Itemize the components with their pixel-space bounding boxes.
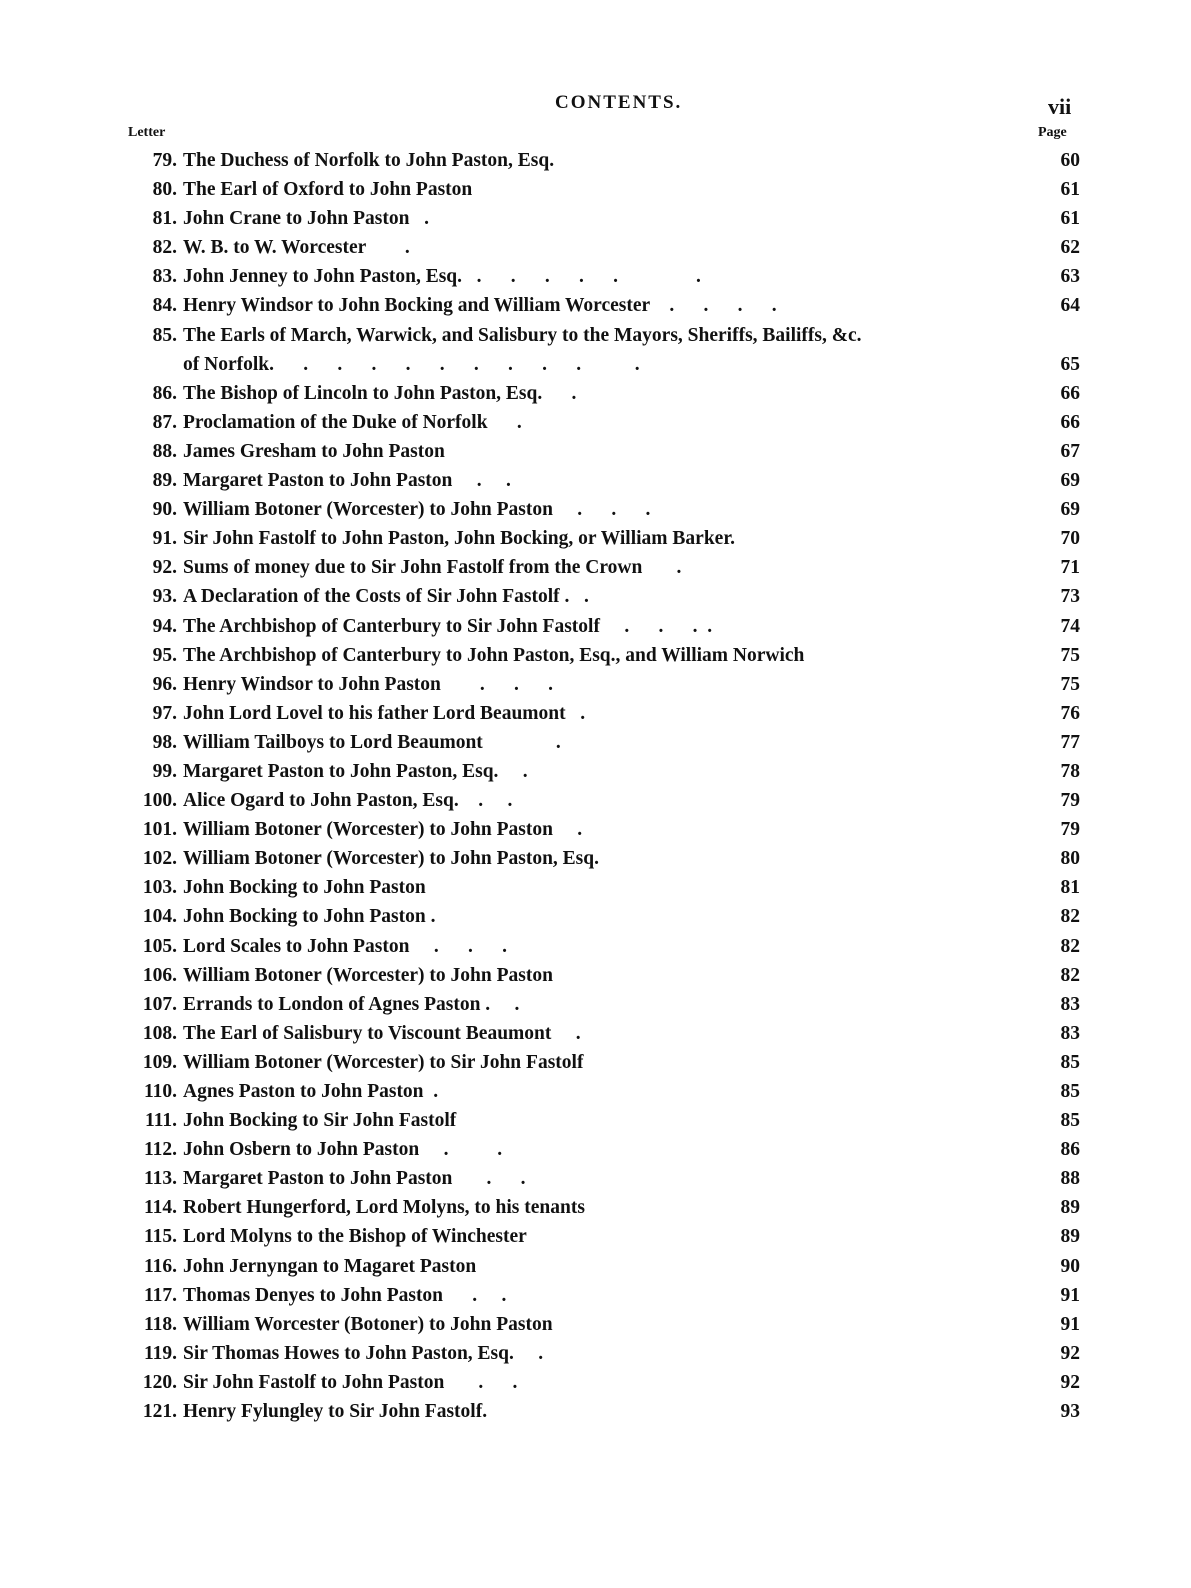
entry-page-number: 69: [1060, 470, 1080, 492]
entry-title: [183, 146, 554, 175]
entry-page-number: 85: [1060, 1051, 1080, 1073]
contents-entry: [0, 1019, 1191, 1048]
entry-letter-number: 118.: [143, 1313, 177, 1335]
contents-entry: [0, 1339, 1191, 1368]
contents-list: [0, 146, 1191, 1426]
contents-entry: [0, 786, 1191, 815]
entry-page-number: 66: [1060, 411, 1080, 433]
entry-title-line: Margaret Paston to John Paston . .: [183, 1168, 526, 1190]
entry-letter-number: 111.: [145, 1110, 177, 1132]
entry-title: [183, 1252, 476, 1281]
entry-title-line: John Lord Lovel to his father Lord Beaumont .: [183, 702, 586, 724]
entry-page-number: 77: [1060, 731, 1080, 753]
entry-title: [183, 1135, 502, 1164]
contents-entry: [0, 553, 1191, 582]
entry-title: [183, 1019, 581, 1048]
entry-page-number: 82: [1060, 935, 1080, 957]
contents-entry: [0, 408, 1191, 437]
entry-title: [183, 1310, 553, 1339]
entry-letter-number: 105.: [142, 935, 177, 957]
contents-entry: [0, 1368, 1191, 1397]
entry-title: [183, 1077, 438, 1106]
entry-title-line: John Bocking to John Paston .: [183, 906, 436, 928]
entry-title-line: Sums of money due to Sir John Fastolf from the Crown .: [183, 557, 682, 579]
contents-entry: [0, 437, 1191, 466]
entry-page-number: 82: [1060, 964, 1080, 986]
entry-page-number: 75: [1060, 673, 1080, 695]
entry-title: [183, 1048, 583, 1077]
column-header-page: Page: [1038, 125, 1067, 140]
entry-letter-number: 121.: [142, 1401, 177, 1423]
contents-entry: [0, 466, 1191, 495]
entry-title: [183, 990, 519, 1019]
entry-page-number: 64: [1060, 295, 1080, 317]
entry-letter-number: 85.: [152, 324, 177, 346]
entry-page-number: 86: [1060, 1139, 1080, 1161]
entry-title-line: Agnes Paston to John Paston .: [183, 1081, 439, 1102]
entry-page-number: 83: [1060, 1022, 1080, 1044]
entry-title-line: Sir Thomas Howes to John Paston, Esq. .: [183, 1342, 544, 1364]
entry-page-number: 79: [1060, 790, 1080, 812]
entry-title-line: Sir John Fastolf to John Paston . .: [183, 1371, 518, 1393]
entry-title-line: Henry Fylungley to Sir John Fastolf.: [183, 1401, 488, 1423]
entry-page-number: 61: [1060, 179, 1080, 201]
entry-title-line: A Declaration of the Costs of Sir John Fastolf . .: [183, 586, 589, 608]
entry-letter-number: 115.: [143, 1226, 177, 1248]
entry-page-number: 90: [1060, 1255, 1080, 1277]
contents-entry: [0, 262, 1191, 291]
contents-entry: [0, 612, 1191, 641]
entry-title-line: Proclamation of the Duke of Norfolk .: [183, 411, 522, 433]
contents-entry: [0, 1077, 1191, 1106]
contents-entry: [0, 1106, 1191, 1135]
entry-letter-number: 107.: [142, 993, 177, 1015]
entry-title: [183, 1397, 487, 1426]
entry-letter-number: 100.: [142, 790, 177, 812]
entry-page-number: 91: [1060, 1284, 1080, 1306]
entry-page-number: 75: [1060, 644, 1080, 666]
entry-letter-number: 87.: [152, 411, 177, 433]
entry-title: [183, 670, 553, 699]
contents-entry: [0, 1164, 1191, 1193]
entry-page-number: 89: [1060, 1197, 1080, 1219]
entry-title: [183, 291, 777, 320]
entry-letter-number: 90.: [152, 499, 177, 521]
entry-title: [183, 379, 576, 408]
entry-title: [183, 1164, 526, 1193]
entry-title-line: John Osbern to John Paston . .: [183, 1139, 503, 1161]
entry-title-line: Sir John Fastolf to John Paston, John Bocking, or William Barker.: [183, 528, 736, 550]
entry-title: [183, 757, 528, 786]
contents-entry: [0, 873, 1191, 902]
entry-letter-number: 112.: [143, 1139, 177, 1161]
entry-page-number: 81: [1060, 877, 1080, 899]
contents-entry: [0, 815, 1191, 844]
entry-page-number: 74: [1060, 615, 1080, 637]
entry-title: [183, 728, 561, 757]
entry-title-line: William Botoner (Worcester) to John Paston . . .: [183, 499, 651, 521]
contents-entry: [0, 1252, 1191, 1281]
entry-letter-number: 82.: [152, 237, 177, 259]
contents-entry: [0, 1281, 1191, 1310]
entry-title: [183, 902, 435, 931]
entry-letter-number: 79.: [152, 150, 177, 171]
contents-entry: [0, 1193, 1191, 1222]
entry-letter-number: 113.: [143, 1168, 177, 1190]
entry-title-line: The Earl of Salisbury to Viscount Beaumont .: [183, 1022, 581, 1044]
entry-title-line: Errands to London of Agnes Paston . .: [183, 993, 520, 1015]
entry-page-number: 61: [1060, 208, 1080, 230]
contents-entry: [0, 495, 1191, 524]
entry-title-line: The Bishop of Lincoln to John Paston, Esq. .: [183, 382, 577, 404]
contents-entry: [0, 146, 1191, 175]
entry-title: [183, 1339, 543, 1368]
entry-page-number: 70: [1060, 528, 1080, 550]
entry-letter-number: 104.: [142, 906, 177, 928]
entry-letter-number: 94.: [152, 615, 177, 637]
entry-page-number: 63: [1060, 266, 1080, 288]
contents-entry: [0, 582, 1191, 611]
contents-entry: [0, 1397, 1191, 1426]
contents-entry: [0, 1135, 1191, 1164]
entry-page-number: 69: [1060, 499, 1080, 521]
entry-page-number: 92: [1060, 1342, 1080, 1364]
entry-page-number: 83: [1060, 993, 1080, 1015]
entry-title-line: William Worcester (Botoner) to John Paston: [183, 1313, 553, 1335]
entry-title-line: Alice Ogard to John Paston, Esq. . .: [183, 790, 513, 812]
entry-title: [183, 408, 522, 437]
contents-entry: [0, 1048, 1191, 1077]
contents-entry: [0, 641, 1191, 670]
entry-title-line: The Duchess of Norfolk to John Paston, Esq.: [183, 150, 555, 171]
entry-title: [183, 815, 582, 844]
page-number: vii: [1048, 94, 1072, 119]
entry-letter-number: 95.: [152, 644, 177, 666]
entry-title: [183, 1193, 585, 1222]
entry-title: [183, 641, 804, 670]
entry-title-line: Lord Scales to John Paston . . .: [183, 935, 507, 957]
entry-title: [183, 233, 410, 262]
page-header: [0, 92, 1191, 126]
entry-title-line: John Crane to John Paston .: [183, 208, 429, 230]
entry-letter-number: 102.: [142, 848, 177, 870]
entry-letter-number: 101.: [142, 819, 177, 841]
entry-letter-number: 117.: [143, 1284, 177, 1306]
contents-entry: [0, 699, 1191, 728]
entry-title-line: John Bocking to John Paston: [183, 877, 426, 899]
entry-title: [183, 1281, 506, 1310]
entry-letter-number: 98.: [152, 731, 177, 753]
contents-entry: [0, 728, 1191, 757]
contents-entry: [0, 961, 1191, 990]
entry-letter-number: 84.: [152, 295, 177, 317]
entry-page-number: 88: [1060, 1168, 1080, 1190]
entry-title-line: Henry Windsor to John Bocking and William Worcester . . . .: [183, 295, 777, 317]
contents-entry: [0, 670, 1191, 699]
entry-letter-number: 109.: [142, 1051, 177, 1073]
contents-entry: [0, 175, 1191, 204]
entry-page-number: 89: [1060, 1226, 1080, 1248]
entry-letter-number: 80.: [152, 179, 177, 201]
entry-title: [183, 873, 426, 902]
contents-entry: [0, 321, 1191, 379]
entry-title-line: William Botoner (Worcester) to John Paston .: [183, 819, 583, 841]
contents-entry: [0, 757, 1191, 786]
entry-letter-number: 99.: [152, 760, 177, 782]
entry-title-line: Henry Windsor to John Paston . . .: [183, 673, 554, 695]
entry-page-number: 76: [1060, 702, 1080, 724]
entry-letter-number: 88.: [152, 440, 177, 462]
entry-title-line: John Jernyngan to Magaret Paston: [183, 1255, 477, 1277]
entry-letter-number: 96.: [152, 673, 177, 695]
entry-page-number: 85: [1060, 1081, 1080, 1102]
entry-title-line: The Archbishop of Canterbury to Sir John Fastolf . . . .: [183, 615, 713, 637]
entry-page-number: 73: [1060, 586, 1080, 608]
entry-title-line: John Jenney to John Paston, Esq. . . . . . .: [183, 266, 701, 288]
entry-title: [183, 786, 512, 815]
entry-page-number: 92: [1060, 1371, 1080, 1393]
entry-letter-number: 110.: [143, 1081, 177, 1102]
entry-letter-number: 81.: [152, 208, 177, 230]
entry-title: [183, 204, 429, 233]
contents-entry: [0, 291, 1191, 320]
entry-title-line: William Botoner (Worcester) to John Paston: [183, 964, 553, 986]
contents-entry: [0, 204, 1191, 233]
entry-title: [183, 466, 511, 495]
entry-page-number: 93: [1060, 1401, 1080, 1423]
entry-title: [183, 612, 712, 641]
contents-entry: [0, 990, 1191, 1019]
contents-entry: [0, 379, 1191, 408]
entry-title-line: Lord Molyns to the Bishop of Winchester: [183, 1226, 527, 1248]
entry-title: [183, 524, 735, 553]
entry-title: [183, 1106, 456, 1135]
entry-title: [183, 582, 589, 611]
entry-letter-number: 86.: [152, 382, 177, 404]
entry-title: [183, 699, 585, 728]
contents-entry: [0, 932, 1191, 961]
entry-letter-number: 83.: [152, 266, 177, 288]
entry-letter-number: 92.: [152, 557, 177, 579]
contents-entry: [0, 1310, 1191, 1339]
entry-letter-number: 119.: [143, 1342, 177, 1364]
entry-title-line: William Botoner (Worcester) to Sir John Fastolf: [183, 1051, 584, 1073]
entry-title: [183, 495, 650, 524]
entry-letter-number: 91.: [152, 528, 177, 550]
entry-page-number: 82: [1060, 906, 1080, 928]
entry-title-line: Thomas Denyes to John Paston . .: [183, 1284, 507, 1306]
column-header-letter: Letter: [128, 125, 166, 140]
entry-page-number: 91: [1060, 1313, 1080, 1335]
entry-title: [183, 175, 472, 204]
contents-entry: [0, 233, 1191, 262]
entry-letter-number: 93.: [152, 586, 177, 608]
entry-page-number: 78: [1060, 760, 1080, 782]
entry-title-line: John Bocking to Sir John Fastolf: [183, 1110, 457, 1132]
entry-letter-number: 97.: [152, 702, 177, 724]
entry-letter-number: 106.: [142, 964, 177, 986]
entry-page-number: 71: [1060, 557, 1080, 579]
entry-title-line: The Archbishop of Canterbury to John Paston, Esq., and William Norwich: [183, 644, 805, 666]
entry-page-number: 80: [1060, 848, 1080, 870]
entry-page-number: 60: [1060, 150, 1080, 171]
entry-page-number: 67: [1060, 440, 1080, 462]
entry-page-number: 66: [1060, 382, 1080, 404]
entry-title: [183, 932, 507, 961]
entry-title-line: Margaret Paston to John Paston . .: [183, 470, 511, 492]
entry-title: [183, 262, 701, 291]
entry-title-line: The Earls of March, Warwick, and Salisbury to the Mayors, Sheriffs, Bailiffs, &c.: [183, 324, 862, 346]
entry-page-number: 65: [1060, 353, 1080, 375]
entry-letter-number: 114.: [143, 1197, 177, 1219]
entry-letter-number: 108.: [142, 1022, 177, 1044]
contents-entry: [0, 844, 1191, 873]
entry-title-line: W. B. to W. Worcester .: [183, 237, 410, 259]
entry-letter-number: 120.: [142, 1371, 177, 1393]
contents-entry: [0, 902, 1191, 931]
entry-title: [183, 1222, 527, 1251]
entry-title-line: Margaret Paston to John Paston, Esq. .: [183, 760, 528, 782]
entry-title: [183, 961, 553, 990]
entry-page-number: 85: [1060, 1110, 1080, 1132]
entry-title-line: James Gresham to John Paston: [183, 440, 445, 462]
entry-page-number: 79: [1060, 819, 1080, 841]
entry-title-line-2: of Norfolk. . . . . . . . . . .: [183, 353, 640, 375]
entry-title-line: The Earl of Oxford to John Paston: [183, 179, 473, 201]
entry-title: [183, 437, 445, 466]
entry-letter-number: 89.: [152, 470, 177, 492]
contents-entry: [0, 1222, 1191, 1251]
entry-title: [183, 553, 681, 582]
entry-title-line: Robert Hungerford, Lord Molyns, to his tenants: [183, 1197, 585, 1219]
entry-page-number: 62: [1060, 237, 1080, 259]
entry-letter-number: 103.: [142, 877, 177, 899]
entry-title: [183, 321, 862, 379]
entry-title-line: William Botoner (Worcester) to John Paston, Esq.: [183, 848, 599, 870]
entry-title-line: William Tailboys to Lord Beaumont .: [183, 731, 561, 753]
contents-entry: [0, 524, 1191, 553]
running-title: CONTENTS.: [555, 92, 683, 113]
entry-title: [183, 844, 599, 873]
entry-title: [183, 1368, 517, 1397]
entry-letter-number: 116.: [143, 1255, 177, 1277]
